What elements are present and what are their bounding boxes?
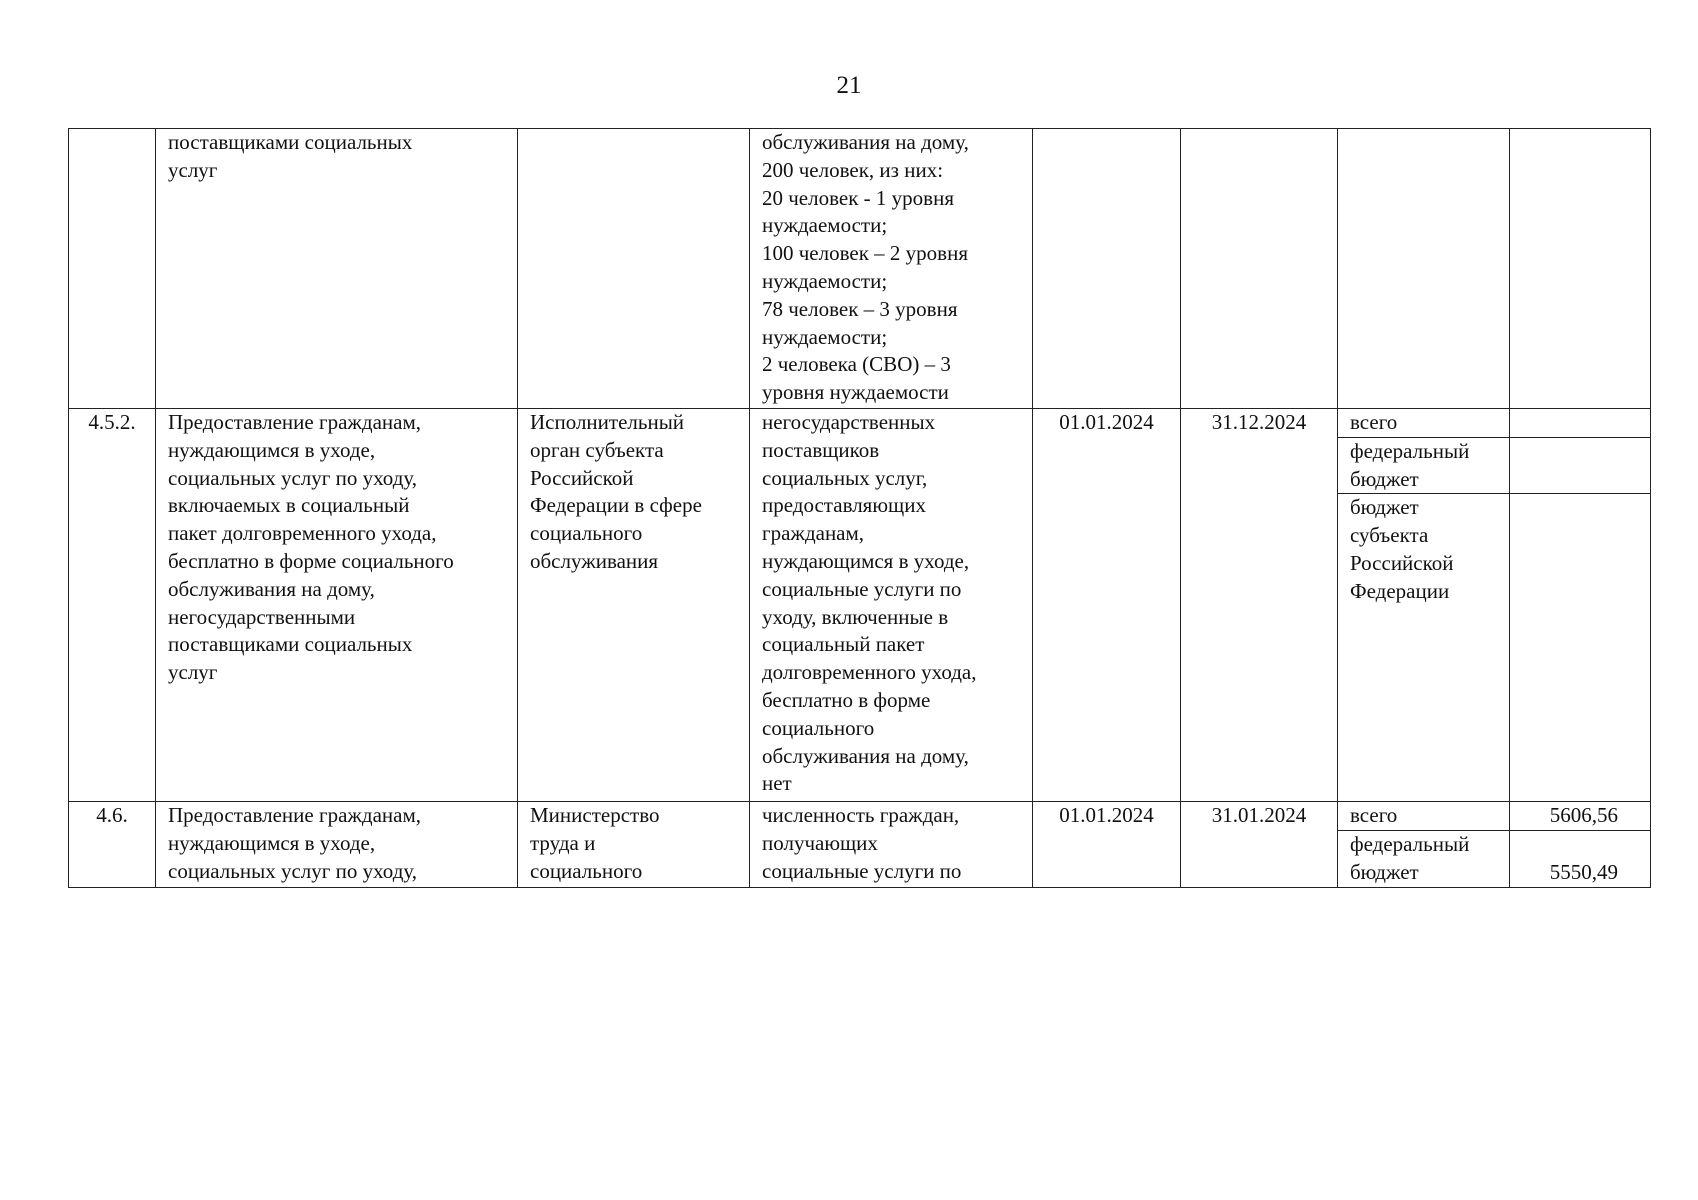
value-total: 5606,56 [1510,802,1651,831]
value-federal [1510,437,1651,494]
measure-name: поставщиками социальных услуг [168,130,413,182]
value-regional [1510,494,1651,802]
cell-start-date [1033,129,1181,409]
table-row-4-5-2 [69,409,1651,438]
page-number: 21 [836,72,862,99]
cell-executor [518,409,750,802]
source-total: всего [1338,409,1510,438]
cell-indicator [750,409,1033,802]
cell-number: 4.5.2. [69,409,156,802]
cell-executor [518,802,750,887]
source-regional: бюджет субъекта Российской Федерации [1338,494,1510,802]
cell-number [69,129,156,409]
cell-start-date: 01.01.2024 [1033,409,1181,802]
cell-name [156,802,518,887]
measure-name: Предоставление гражданам, нуждающимся в уходе, социальных услуг по уходу, [168,803,422,883]
measure-name: Предоставление гражданам, нуждающимся в уходе, социальных услуг по уходу, включаемых в социальный пакет долговременного ухода, бесплатно в форме социального обслуживания на дому, негосударственными поставщиками социальных услуг [168,410,454,685]
cell-indicator [750,802,1033,887]
cell-start-date: 01.01.2024 [1033,802,1181,887]
indicator-text: численность граждан, получающих социальные услуги по [762,803,962,883]
cell-indicator [750,129,1033,409]
cell-executor [518,129,750,409]
cell-name [156,129,518,409]
indicator-text: негосударственных поставщиков социальных услуг, предоставляющих гражданам, нуждающимся в уходе, социальные услуги по уходу, включенные в социальный пакет долговременного ухода, бесплатно в форме социального обслуживания на дому, нет [762,410,977,796]
source-total: всего [1338,802,1510,831]
source-federal: федеральный бюджет [1338,437,1510,494]
executor-text: Исполнительный орган субъекта Российской Федерации в сфере социального обслуживания [530,410,702,573]
table-row-4-6 [69,802,1651,831]
measures-table [68,128,1651,888]
cell-source [1338,129,1510,409]
cell-end-date [1181,129,1338,409]
value-federal: 5550,49 [1510,831,1651,888]
indicator-text: обслуживания на дому, 200 человек, из них: 20 человек - 1 уровня нуждаемости; 100 человек – 2 уровня нуждаемости; 78 человек – 3 уровня нуждаемости; 2 человека (СВО) – 3 уровня нуждаемости [762,130,969,405]
cell-value [1510,129,1651,409]
cell-number: 4.6. [69,802,156,887]
executor-text: Министерство труда и социального [530,803,660,883]
cell-end-date: 31.01.2024 [1181,802,1338,887]
value-total [1510,409,1651,438]
cell-name [156,409,518,802]
source-federal: федеральный бюджет [1338,831,1510,888]
cell-end-date: 31.12.2024 [1181,409,1338,802]
table-row-continued [69,129,1651,409]
